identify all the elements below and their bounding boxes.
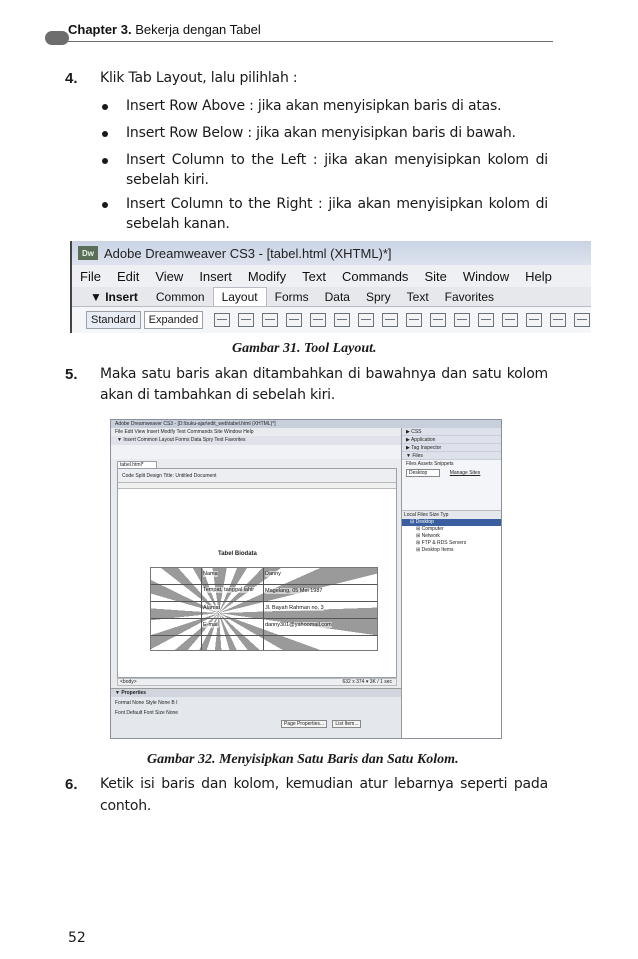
insert-bar-tabs: ▼ Insert Common Layout Forms Data Spry Text Favorites [111, 436, 401, 445]
bullet-dot [102, 158, 108, 164]
table-col-line [263, 568, 264, 650]
chapter-title: Bekerja dengan Tabel [135, 22, 261, 37]
window-size-readout: 632 x 374 ▾ 3K / 1 sec [342, 679, 392, 685]
step-4-number: 4. [65, 70, 78, 87]
list-item-button[interactable]: List Item... [332, 720, 361, 728]
ruler [118, 483, 396, 489]
table-row-line [151, 635, 377, 636]
window-titlebar [72, 241, 591, 265]
bullet-insert-row-above: Insert Row Above : jika akan menyisipkan baris di atas. [126, 98, 502, 114]
menu-insert[interactable]: Insert [199, 268, 232, 284]
step-5-number: 5. [65, 366, 78, 383]
bullet-insert-row-below: Insert Row Below : jika akan menyisipkan baris di bawah. [126, 125, 516, 141]
menu-modify[interactable]: Modify [247, 268, 287, 284]
figure-32-caption: Gambar 32. Menyisipkan Satu Baris dan Satu Kolom. [147, 752, 459, 767]
spry-collapsible-icon[interactable] [550, 313, 566, 327]
panel-application[interactable]: ▶ Application [402, 436, 502, 444]
tag-selector[interactable]: <body> [120, 679, 137, 685]
menu-window[interactable]: Window [462, 268, 510, 284]
table-cell[interactable]: Jl. Bayah Rahman no. 3 [265, 605, 324, 611]
table-cell[interactable]: Nama [203, 571, 218, 577]
menu-site[interactable]: Site [424, 268, 447, 284]
div-tag-icon[interactable] [334, 313, 350, 327]
table-cell[interactable]: Magelang, 05 Mei 1987 [265, 588, 323, 594]
layout-tools-row [111, 445, 401, 459]
panel-tag-inspector[interactable]: ▶ Tag Inspector [402, 444, 502, 452]
chapter-label: Chapter 3. [68, 22, 132, 37]
table-cell[interactable]: Danny [265, 571, 281, 577]
panel-files[interactable]: ▼ Files [402, 452, 502, 460]
expanded-mode-button[interactable]: Expanded [144, 311, 204, 329]
properties-panel [111, 688, 401, 739]
table-cell[interactable]: Alamat [203, 605, 221, 611]
menu-view[interactable]: View [155, 268, 184, 284]
bullet-insert-column-right: Insert Column to the Right : jika akan menyisipkan kolom di [126, 196, 548, 212]
table-caption: Tabel Biodata [218, 551, 257, 557]
step-6-line-1: Ketik isi baris dan kolom, kemudian atur lebarnya seperti pada [100, 776, 548, 792]
table-row-line [151, 618, 377, 619]
dreamweaver-layout-toolbar-screenshot [70, 241, 591, 333]
bullet-insert-column-right-cont: sebelah kanan. [126, 216, 230, 232]
document-tab[interactable]: tabel.html* [117, 461, 157, 469]
biodata-table[interactable] [150, 567, 378, 651]
table-icon[interactable] [214, 313, 230, 327]
bullet-dot [102, 104, 108, 110]
layout-table-icon[interactable] [382, 313, 398, 327]
panel-group [401, 428, 502, 739]
manage-sites-link[interactable]: Manage Sites [449, 470, 481, 476]
dreamweaver-table-screenshot [110, 419, 502, 739]
status-bar [117, 678, 397, 686]
figure-31-caption: Gambar 31. Tool Layout. [232, 341, 377, 356]
menu-edit[interactable]: Edit [116, 268, 140, 284]
tab-spry[interactable]: Spry [365, 290, 391, 304]
insert-bar-tabs [72, 287, 591, 307]
tab-common[interactable]: Common [155, 290, 205, 304]
table-row-line [151, 584, 377, 585]
step-5-line-1: Maka satu baris akan ditambahkan di bawahnya dan satu kolom [100, 366, 548, 382]
header-bullet-dot [45, 31, 69, 45]
spry-accordion-icon[interactable] [478, 313, 494, 327]
tree-item[interactable]: ⊞ Desktop Items [402, 547, 502, 554]
standard-mode-button[interactable]: Standard [86, 311, 141, 329]
ap-div-icon[interactable] [358, 313, 374, 327]
header-rule [55, 41, 553, 42]
spry-tabbed-panels-icon[interactable] [454, 313, 470, 327]
design-view [117, 468, 397, 678]
menu-text[interactable]: Text [302, 268, 326, 284]
insert-column-left-icon[interactable] [286, 313, 302, 327]
step-6-line-2: contoh. [100, 798, 152, 814]
insert-column-right-icon[interactable] [310, 313, 326, 327]
insert-row-below-icon[interactable] [262, 313, 278, 327]
document-toolbar [118, 469, 396, 483]
properties-title[interactable]: ▼ Properties [111, 689, 401, 697]
document-toolbar-label: Code Split Design Title: Untitled Document [122, 473, 217, 479]
tree-item[interactable]: ⊟ Desktop [402, 519, 502, 526]
standard-layout-icon[interactable] [574, 313, 590, 327]
frames-menu-icon[interactable] [526, 313, 542, 327]
table-cell[interactable]: danny301@yahoomail.com [265, 622, 332, 628]
window-title: Adobe Dreamweaver CS3 - [tabel.html (XHTML)*] [104, 245, 392, 261]
frames-icon[interactable] [406, 313, 422, 327]
bullet-insert-column-left-cont: sebelah kiri. [126, 172, 209, 188]
layout-tools-row [72, 307, 591, 333]
dreamweaver-logo-icon: Dw [78, 246, 98, 260]
menu-help[interactable]: Help [525, 268, 552, 284]
insert-bar-label[interactable]: ▼ Insert [90, 290, 138, 304]
menu-bar [72, 265, 591, 287]
properties-format-row: Format None Style None B I [115, 700, 178, 706]
table-cell[interactable]: Tempat, tanggal lahir [203, 587, 261, 593]
tab-layout[interactable]: Layout [213, 287, 267, 306]
step-4-text: Klik Tab Layout, lalu pilihlah : [100, 70, 298, 86]
files-header: Local Files Size Typ [402, 511, 502, 519]
menu-bar: File Edit View Insert Modify Text Commands Site Window Help [115, 429, 254, 435]
spry-menu-bar-icon[interactable] [430, 313, 446, 327]
table-col-line [201, 568, 202, 650]
table-row-line [151, 601, 377, 602]
tab-data[interactable]: Data [324, 290, 350, 304]
properties-font-row: Font Default Font Size None [115, 710, 179, 716]
menu-commands[interactable]: Commands [341, 268, 409, 284]
bullet-dot [102, 131, 108, 137]
tab-favorites[interactable]: Favorites [444, 290, 495, 304]
page-properties-button[interactable]: Page Properties... [281, 720, 327, 728]
tree-item[interactable]: ⊞ Network [402, 533, 502, 540]
iframe-icon[interactable] [502, 313, 518, 327]
page-number: 52 [68, 930, 86, 946]
tab-text[interactable]: Text [406, 290, 429, 304]
bullet-insert-column-left: Insert Column to the Left : jika akan menyisipkan kolom di [126, 152, 548, 168]
tab-forms[interactable]: Forms [274, 290, 309, 304]
files-tabs[interactable]: Files Assets Snippets [406, 461, 454, 467]
step-5-line-2: akan di tambahkan di sebelah kiri. [100, 387, 336, 403]
bullet-dot [102, 202, 108, 208]
site-select[interactable]: Desktop [406, 469, 440, 477]
step-6-number: 6. [65, 776, 78, 793]
window-titlebar: Adobe Dreamweaver CS3 - [D:\buku-ajar\edit_web\tabel.html (XHTML)*] [111, 420, 501, 428]
tree-item[interactable]: ⊞ FTP & RDS Servers [402, 540, 502, 547]
insert-row-above-icon[interactable] [238, 313, 254, 327]
files-list [402, 510, 502, 739]
table-cell[interactable]: E-mail [203, 622, 219, 628]
tree-item[interactable]: ⊞ Computer [402, 526, 502, 533]
running-header [68, 22, 261, 37]
panel-css[interactable]: ▶ CSS [402, 428, 502, 436]
menu-file[interactable]: File [80, 268, 101, 284]
